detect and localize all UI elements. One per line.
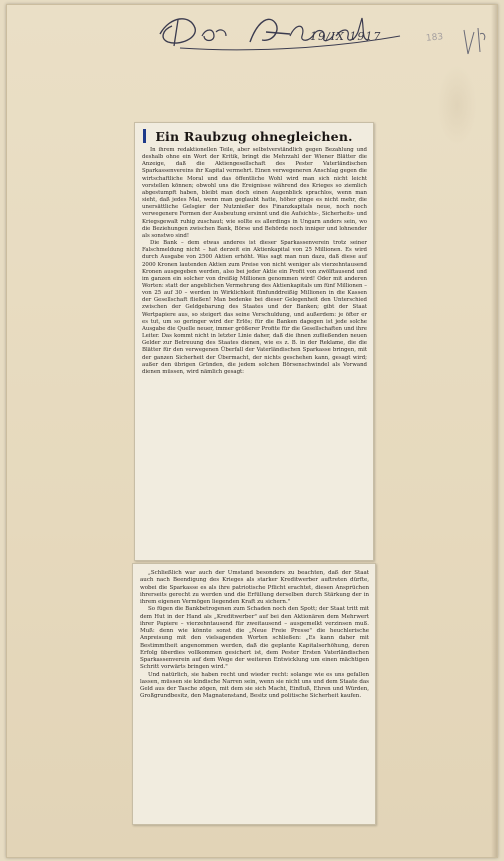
article-paragraph-3: So fügen die Bankbetrogenen zum Schaden noch den Spott; der Staat tritt mit dem Hut in der Hand als „Kreditwerber" auf bei den Aktionären dem Mehrwert ihrer Papiere – vierzehntausend für zweitausend – ausgemelkt verzinsen muß. Muß: denn wie könnte sonst die „Neue Freie Presse" die heuchlerische Anpreisung mit den vielsagenden Worten schließen: „Es kann daher mit Bestimmtheit angenommen werden, daß die geplante Kapitalserhöhung, deren Erfolg überdies vollkommen gesichert ist, dem Pester Ersten Vaterländischen Sparkassenverein auf dem Wege der weiteren Entwicklung um einen mächtigen Schritt vorwärts bringen wird." [140,606,369,671]
archive-stamp-mark [458,24,490,60]
handwritten-date: 19/IX 1917 [310,30,382,43]
newspaper-clipping-2 [132,563,376,825]
pencil-archive-number: 183 [425,32,444,44]
article-headline: Ein Raubzug ohnegleichen. [155,129,353,144]
title-hidden-bind: Der Abend [160,34,166,35]
article-quote-paragraph: „Schließlich war auch der Umstand besonders zu beachten, daß der Staat auch nach Beendigung des Krieges als starker Kreditwerber auftreten dürfte, wobei die Sparkasse es als ihre patriotische Pflicht erachtet, diesen Ansprüchen ihrerseits gerecht zu werden und die Erfüllung derselben durch Stärkung der in ihrem eigenen Vermögen liegenden Kraft zu sichern." [140,570,369,605]
newspaper-clipping-1 [134,122,374,561]
article-paragraph-2: Die Bank – dem etwas anderes ist dieser Sparkassenverein trotz seiner Falschmeldung nicht – hat derzeit ein Aktienkapital von 25 Millionen. Es wird durch Ausgabe von 2500 Aktien erhöht. Was sagt man nun dazu, daß diese auf 2000 Kronen lautenden Aktien zum Preise von nicht weniger als vierzehntausend Kronen ausgegeben werden, also bei jeder Aktie ein Profit von zwölftausend und im ganzen ein solcher von dreißig Millionen genommen wird! Oder mit anderen Worten: statt der angeblichen Vermehrung des Aktienkapitals um fünf Millionen – von 25 auf 30 – werden in Wirklichkeit fünfunddreißig Millionen in die Kassen der Gesellschaft fließen! Man bedenke bei dieser Gelegenheit den Unterschied zwischen der Geldgebarung des Staates und der Banken; gibt der Staat Wertpapiere aus, so steigert das seine Verschuldung, und außerdem: je öfter er es tut, um so geringer wird der Erlös; für die Banken dagegen ist jede solche Ausgabe die Quelle neuer, immer größerer Profite für die Gesellschaften und ihre Leiter. Das kommt nicht in letzter Linie daher, daß die ihnen zufließenden neuen Gelder zur Betreuung des Staates dienen, wie es z. B. in der Reklame, die die Blätter für den verwegenen Überfall der Vaterländischen Sparkasse bringen, mit der ganzen Sicherheit der Übermacht, der nichts geschehen kann, gesagt wird; außer den übrigen Gründen, die jedem solchen Börsenschwindel als Vorwand dienen müssen, wird nämlich gesagt: [142,240,367,375]
article-body-continued [140,570,369,701]
article-paragraph-4: Und natürlich, sie haben recht und wieder recht: solange wie es uns gefallen lassen, müssen sie kindische Narren sein, wenn sie nicht uns und dem Staate das Geld aus der Tasche zögen, mit dem sie sich Macht, Einfluß, Ehren und Würden, Großgrundbesitz, den Magnatenstand, Besitz und politische Sicherheit kaufen. [140,671,369,700]
paper-stain [437,65,477,145]
sheet-edge-shadow [491,5,497,857]
article-body [142,147,367,376]
article-paragraph-1: In ihrem redaktionellen Teile, aber selbstverständlich gegen Bezahlung und deshalb ohne ein Wort der Kritik, bringt die Mehrzahl der Wiener Blätter die Anzeige, daß die Aktiengesellschaft des Pester Vaterländischen Sparkassenvereins ihr Kapital vermehrt. Einen verwegeneren Anschlag gegen die wirtschaftliche Moral und das öffentliche Wohl wird man sich nicht leicht vorstellen können; obwohl uns die Ereignisse während des Krieges so ziemlich abgestumpft haben, bleibt man doch einen Augenblick sprachlos, wenn man sieht, daß jedes Mal, wenn man geglaubt hatte, höher ginge es nicht mehr, die unersättliche Gelsgier der Nutznießer des Finanzkapitals neue, noch noch verwegenere Formen der Ausbeutung ersinnt und die Aufsichts-, Sicherheits- und Kriegsgewalt ruhig zuschaut; wie sollte es allerdings in Ungarn anders sein, wo die Beziehungen zwischen Bank, Börse und Behörde noch inniger und lohnender als sonstwo sind! [142,147,367,239]
